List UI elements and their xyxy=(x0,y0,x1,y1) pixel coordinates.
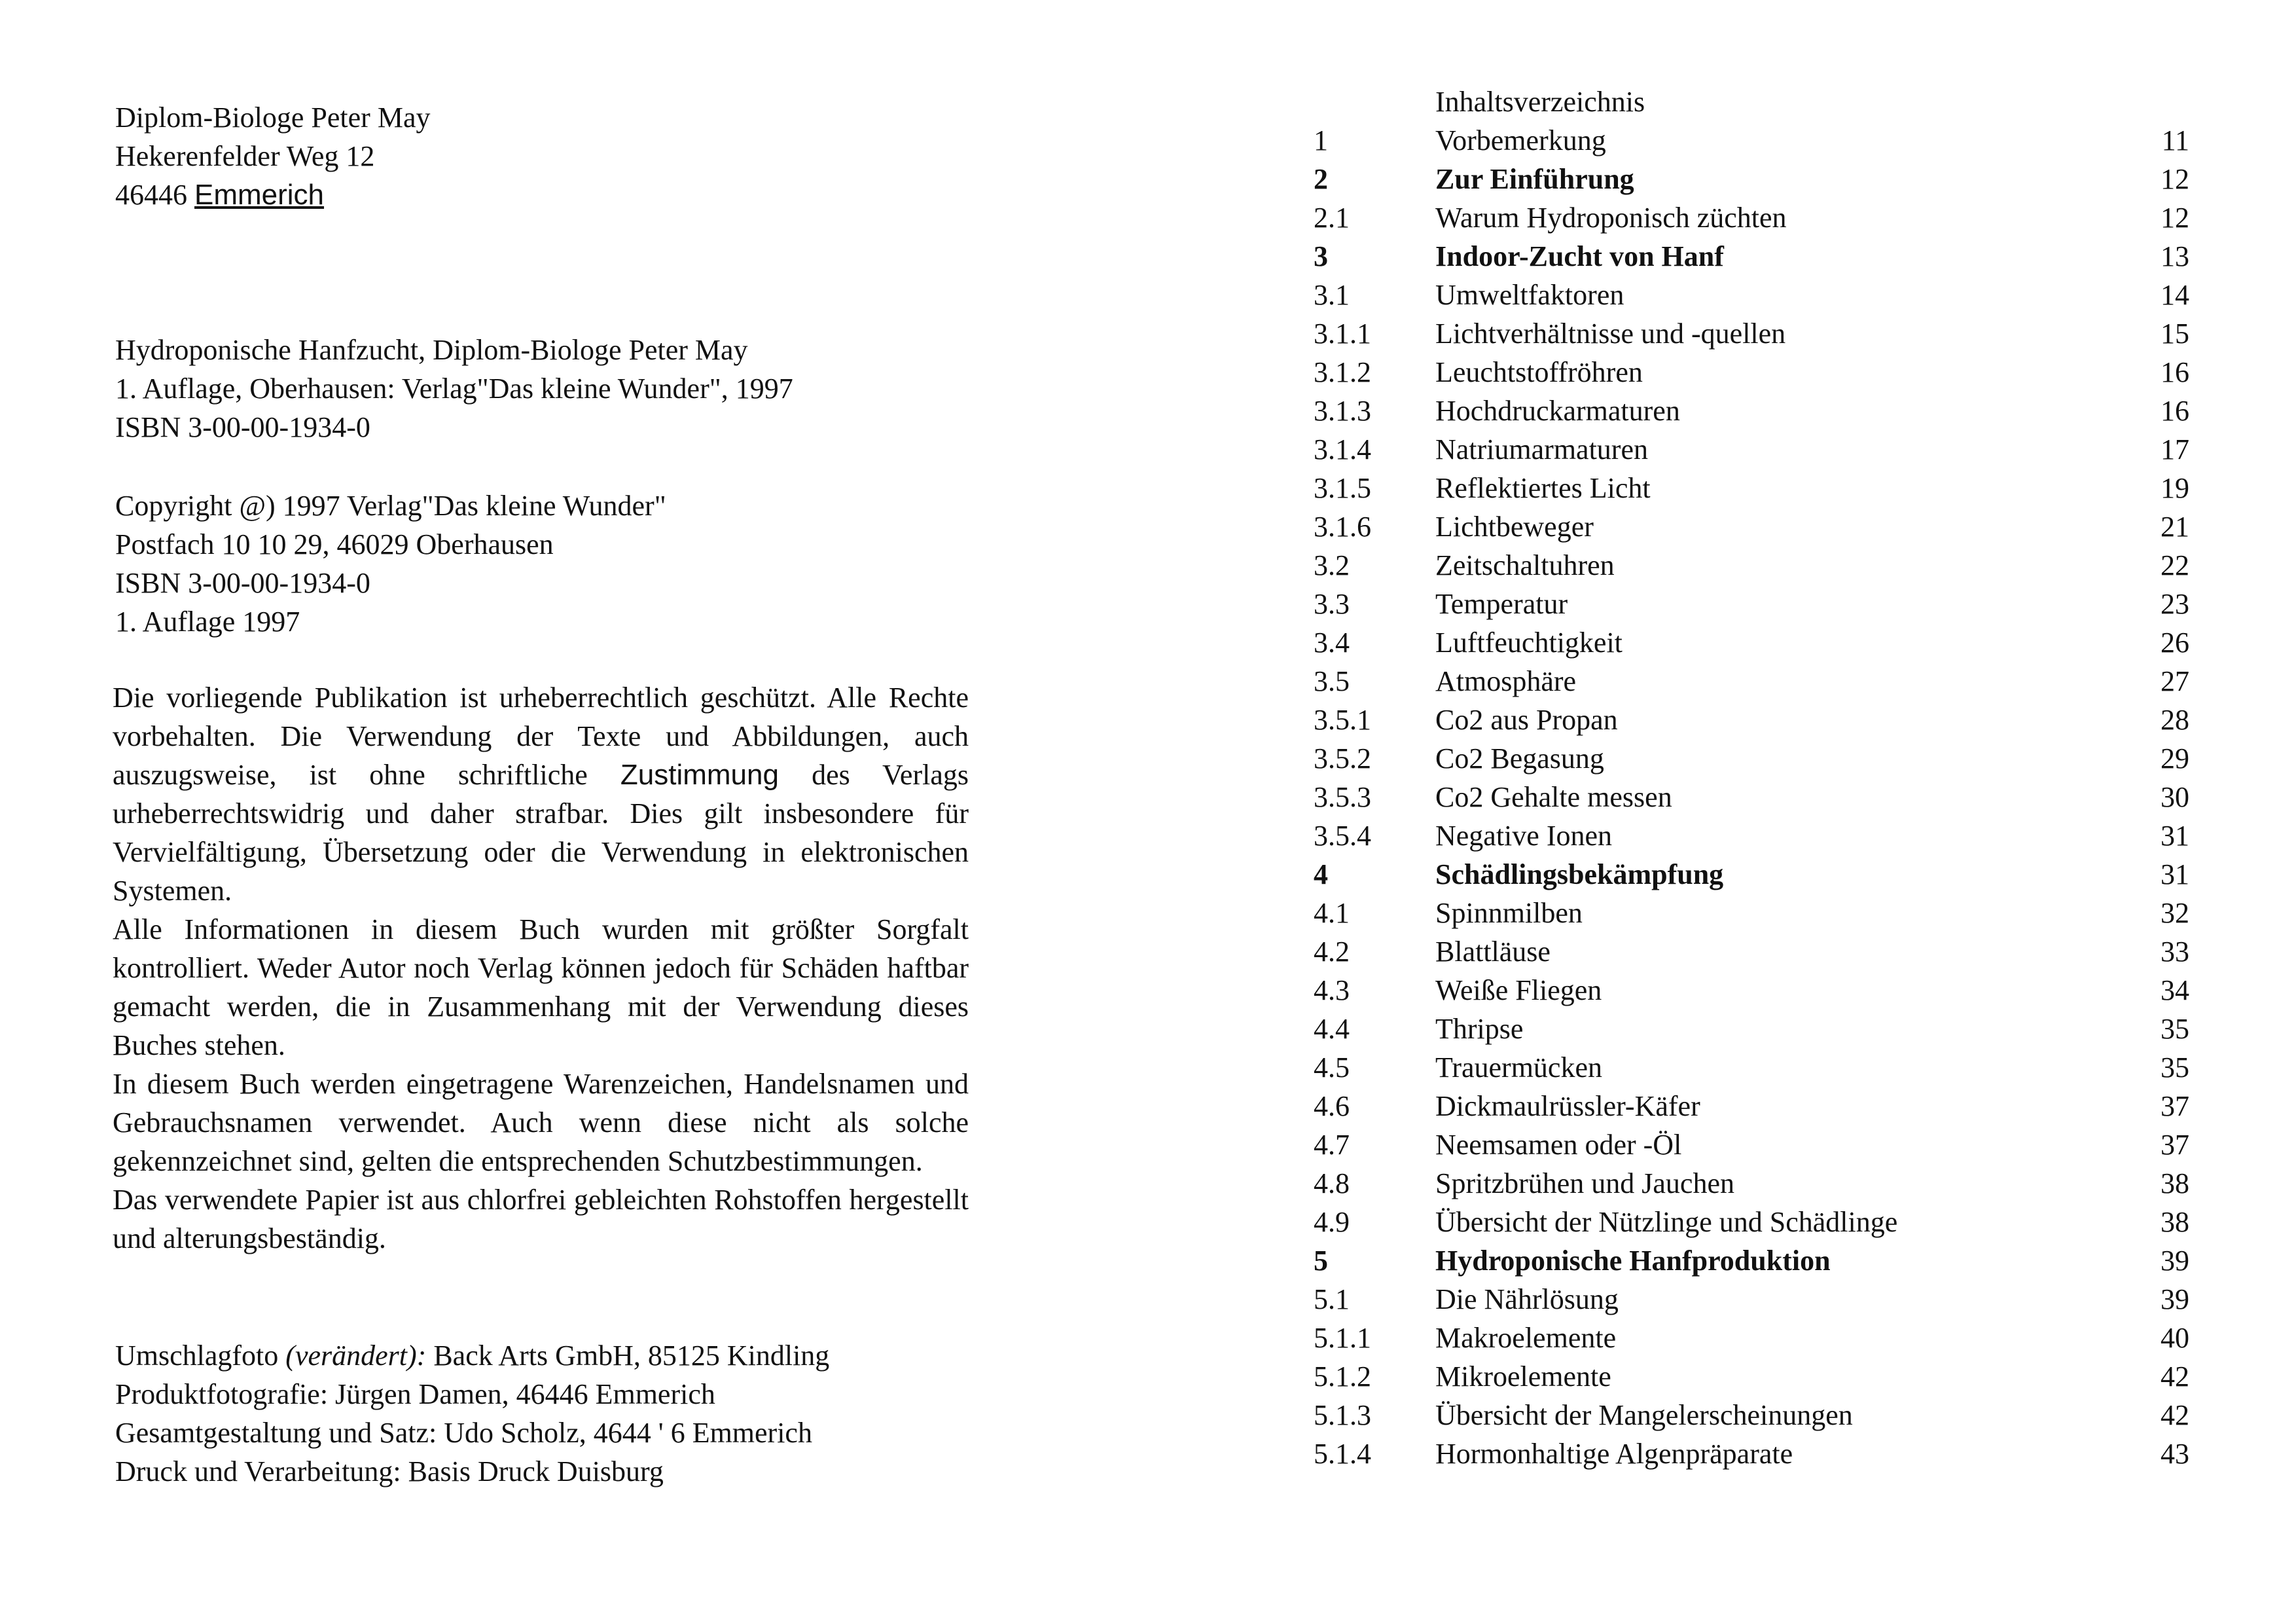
legal-text-sans: Zustimmung xyxy=(620,759,779,791)
toc-entry-title: Leuchtstoffröhren xyxy=(1435,356,1643,388)
toc-entry xyxy=(1314,1241,2189,1280)
toc-entry xyxy=(1314,1396,2189,1434)
toc-entry xyxy=(1314,1048,2189,1087)
toc-entry xyxy=(1314,469,2189,507)
toc-entry xyxy=(1314,585,2189,623)
toc-entry-title: Vorbemerkung xyxy=(1435,124,1606,156)
toc-entry-number: 5.1.3 xyxy=(1314,1399,1371,1431)
author-postcode: 46446 xyxy=(115,179,187,211)
toc-entry-page: 38 xyxy=(2161,1206,2189,1238)
author-city-line xyxy=(115,175,324,214)
credits-design: Gesamtgestaltung und Satz: Udo Scholz, 4644 ' 6 Emmerich xyxy=(115,1417,812,1449)
toc-entry-title: Schädlingsbekämpfung xyxy=(1435,858,1724,890)
toc-entry-number: 4.2 xyxy=(1314,936,1350,968)
toc-entry-page: 42 xyxy=(2161,1399,2189,1431)
toc-entry-number: 3.1.1 xyxy=(1314,318,1371,350)
toc-list xyxy=(1314,121,2189,1473)
toc-entry-number: 5.1.4 xyxy=(1314,1438,1371,1470)
toc-entry-number: 3.1 xyxy=(1314,279,1350,311)
toc-entry-page: 32 xyxy=(2161,897,2189,929)
toc-entry-number: 4 xyxy=(1314,858,1328,890)
toc-entry-title: Zur Einführung xyxy=(1435,163,1634,195)
toc-entry xyxy=(1314,855,2189,894)
toc-entry xyxy=(1314,816,2189,855)
credits-cover xyxy=(115,1336,829,1375)
toc-entry-page: 43 xyxy=(2161,1438,2189,1470)
copyright-isbn: ISBN 3-00-00-1934-0 xyxy=(115,567,370,599)
toc-entry-page: 37 xyxy=(2161,1129,2189,1161)
credits-print: Druck und Verarbeitung: Basis Druck Duisburg xyxy=(115,1455,664,1487)
toc-entry xyxy=(1314,198,2189,237)
toc-entry xyxy=(1314,1125,2189,1164)
toc-entry xyxy=(1314,1087,2189,1125)
toc-entry-number: 4.8 xyxy=(1314,1167,1350,1199)
toc-heading: Inhaltsverzeichnis xyxy=(1435,86,1645,118)
toc-entry-title: Hochdruckarmaturen xyxy=(1435,395,1680,427)
toc-entry-title: Indoor-Zucht von Hanf xyxy=(1435,240,1724,272)
toc-entry xyxy=(1314,276,2189,314)
toc-entry-title: Negative Ionen xyxy=(1435,820,1612,852)
toc-entry xyxy=(1314,507,2189,546)
toc-entry-title: Neemsamen oder -Öl xyxy=(1435,1129,1682,1161)
toc-entry-page: 42 xyxy=(2161,1360,2189,1393)
legal-paragraph-paper: Das verwendete Papier ist aus chlorfrei gebleichten Rohstoffen hergestellt und alterungsbeständig. xyxy=(113,1184,969,1254)
toc-entry-title: Thripse xyxy=(1435,1013,1524,1045)
toc-entry-number: 4.7 xyxy=(1314,1129,1350,1161)
author-street: Hekerenfelder Weg 12 xyxy=(115,140,375,172)
toc-entry-number: 3.1.4 xyxy=(1314,433,1371,465)
toc-entry xyxy=(1314,1010,2189,1048)
credits-photo: Produktfotografie: Jürgen Damen, 46446 Emmerich xyxy=(115,1378,715,1410)
toc-entry-title: Luftfeuchtigkeit xyxy=(1435,627,1623,659)
toc-entry xyxy=(1314,430,2189,469)
toc-entry xyxy=(1314,932,2189,971)
toc-entry-title: Temperatur xyxy=(1435,588,1568,620)
toc-entry-number: 3.5.1 xyxy=(1314,704,1371,736)
toc-entry-number: 4.9 xyxy=(1314,1206,1350,1238)
toc-entry-number: 3.1.2 xyxy=(1314,356,1371,388)
toc-entry-page: 29 xyxy=(2161,742,2189,775)
toc-entry-page: 39 xyxy=(2161,1283,2189,1315)
toc-entry-title: Lichtbeweger xyxy=(1435,511,1594,543)
toc-entry-page: 15 xyxy=(2161,318,2189,350)
credits-cover-label: Umschlagfoto xyxy=(115,1340,286,1372)
toc-entry-title: Übersicht der Mangelerscheinungen xyxy=(1435,1399,1853,1431)
toc-entry xyxy=(1314,237,2189,276)
legal-paragraph-trademarks: In diesem Buch werden eingetragene Warenzeichen, Handelsnamen und Gebrauchsnamen verwendet. Auch wenn diese nicht als solche gekennzeichnet sind, gelten die entsprechenden Schutzbestimmungen. xyxy=(113,1068,969,1177)
legal-text-a: Die vorliegende Publikation ist urheberrechtlich geschützt. Alle Rechte vorbehalten. Die Verwendung der Texte und Abbildungen, auch auszugsweise, ist ohne schriftliche xyxy=(113,682,969,791)
toc-entry-title: Co2 Gehalte messen xyxy=(1435,781,1672,813)
toc-entry xyxy=(1314,623,2189,662)
toc-page xyxy=(1148,0,2296,1623)
toc-entry-page: 35 xyxy=(2161,1051,2189,1084)
toc-entry-number: 3.5.2 xyxy=(1314,742,1371,775)
toc-entry-number: 5.1.1 xyxy=(1314,1322,1371,1354)
toc-entry xyxy=(1314,894,2189,932)
citation-title: Hydroponische Hanfzucht, Diplom-Biologe Peter May xyxy=(115,334,748,366)
toc-entry-number: 4.4 xyxy=(1314,1013,1350,1045)
toc-entry-page: 38 xyxy=(2161,1167,2189,1199)
copyright-edition: 1. Auflage 1997 xyxy=(115,606,300,638)
credits-cover-value: Back Arts GmbH, 85125 Kindling xyxy=(426,1340,830,1372)
toc-entry-number: 3.2 xyxy=(1314,549,1350,581)
toc-entry-number: 2.1 xyxy=(1314,202,1350,234)
toc-entry-page: 33 xyxy=(2161,936,2189,968)
toc-entry-number: 2 xyxy=(1314,163,1328,195)
toc-entry-page: 13 xyxy=(2161,240,2189,272)
toc-entry-page: 28 xyxy=(2161,704,2189,736)
toc-entry-page: 12 xyxy=(2161,163,2189,195)
toc-entry-number: 3.1.3 xyxy=(1314,395,1371,427)
toc-entry-title: Hormonhaltige Algenpräparate xyxy=(1435,1438,1793,1470)
toc-entry xyxy=(1314,546,2189,585)
toc-entry-title: Übersicht der Nützlinge und Schädlinge xyxy=(1435,1206,1898,1238)
toc-entry xyxy=(1314,121,2189,160)
toc-entry-page: 31 xyxy=(2161,820,2189,852)
toc-entry xyxy=(1314,739,2189,778)
toc-entry-page: 11 xyxy=(2161,124,2189,156)
toc-entry xyxy=(1314,662,2189,701)
toc-entry xyxy=(1314,392,2189,430)
citation-edition: 1. Auflage, Oberhausen: Verlag"Das kleine Wunder", 1997 xyxy=(115,373,793,405)
toc-entry-number: 5.1 xyxy=(1314,1283,1350,1315)
toc-entry xyxy=(1314,160,2189,198)
toc-entry-title: Natriumarmaturen xyxy=(1435,433,1648,465)
toc-entry-title: Spinnmilben xyxy=(1435,897,1583,929)
toc-entry-title: Makroelemente xyxy=(1435,1322,1617,1354)
toc-entry-title: Lichtverhältnisse und -quellen xyxy=(1435,318,1786,350)
toc-entry xyxy=(1314,1319,2189,1357)
toc-entry-title: Die Nährlösung xyxy=(1435,1283,1619,1315)
toc-entry xyxy=(1314,1164,2189,1203)
toc-entry xyxy=(1314,971,2189,1010)
toc-entry-number: 4.6 xyxy=(1314,1090,1350,1122)
publisher-address: Postfach 10 10 29, 46029 Oberhausen xyxy=(115,528,554,560)
author-city: Emmerich xyxy=(194,179,325,211)
legal-paragraph-copyright xyxy=(113,678,969,910)
toc-entry-page: 23 xyxy=(2161,588,2189,620)
toc-entry-number: 3 xyxy=(1314,240,1328,272)
toc-entry-number: 3.5.3 xyxy=(1314,781,1371,813)
toc-entry-page: 12 xyxy=(2161,202,2189,234)
toc-entry-number: 5.1.2 xyxy=(1314,1360,1371,1393)
toc-entry xyxy=(1314,1203,2189,1241)
toc-entry-title: Co2 aus Propan xyxy=(1435,704,1618,736)
toc-entry-title: Zeitschaltuhren xyxy=(1435,549,1615,581)
toc-entry-page: 26 xyxy=(2161,627,2189,659)
toc-entry-title: Co2 Begasung xyxy=(1435,742,1604,775)
toc-entry-page: 31 xyxy=(2161,858,2189,890)
toc-entry-page: 39 xyxy=(2161,1245,2189,1277)
toc-entry xyxy=(1314,1357,2189,1396)
copyright-line: Copyright @) 1997 Verlag"Das kleine Wunder" xyxy=(115,490,666,522)
toc-entry xyxy=(1314,1280,2189,1319)
toc-entry-page: 22 xyxy=(2161,549,2189,581)
legal-paragraph-liability: Alle Informationen in diesem Buch wurden mit größter Sorgfalt kontrolliert. Weder Autor noch Verlag können jedoch für Schäden haftbar gemacht werden, die in Zusammenhang mit der Verwendung dieses Buches stehen. xyxy=(113,913,969,1061)
toc-entry-title: Blattläuse xyxy=(1435,936,1551,968)
toc-entry-title: Dickmaulrüssler-Käfer xyxy=(1435,1090,1700,1122)
toc-entry-page: 17 xyxy=(2161,433,2189,465)
toc-entry-number: 3.1.5 xyxy=(1314,472,1371,504)
toc-entry-page: 14 xyxy=(2161,279,2189,311)
toc-entry-title: Hydroponische Hanfproduktion xyxy=(1435,1245,1831,1277)
toc-entry-title: Trauermücken xyxy=(1435,1051,1602,1084)
toc-entry-number: 1 xyxy=(1314,124,1328,156)
toc-entry-title: Umweltfaktoren xyxy=(1435,279,1624,311)
toc-entry-page: 21 xyxy=(2161,511,2189,543)
toc-entry-number: 3.4 xyxy=(1314,627,1350,659)
toc-entry-page: 37 xyxy=(2161,1090,2189,1122)
author-name: Diplom-Biologe Peter May xyxy=(115,101,431,134)
toc-entry-number: 4.3 xyxy=(1314,974,1350,1006)
toc-entry-title: Spritzbrühen und Jauchen xyxy=(1435,1167,1734,1199)
toc-entry-page: 30 xyxy=(2161,781,2189,813)
toc-entry-page: 40 xyxy=(2161,1322,2189,1354)
toc-entry-number: 3.1.6 xyxy=(1314,511,1371,543)
toc-entry xyxy=(1314,1434,2189,1473)
toc-entry-number: 5 xyxy=(1314,1245,1328,1277)
toc-entry xyxy=(1314,701,2189,739)
toc-entry-number: 3.5.4 xyxy=(1314,820,1371,852)
toc-entry xyxy=(1314,314,2189,353)
toc-entry-number: 4.1 xyxy=(1314,897,1350,929)
toc-entry-page: 27 xyxy=(2161,665,2189,697)
citation-isbn: ISBN 3-00-00-1934-0 xyxy=(115,411,370,443)
toc-entry xyxy=(1314,353,2189,392)
toc-entry-page: 16 xyxy=(2161,395,2189,427)
toc-entry-number: 3.5 xyxy=(1314,665,1350,697)
toc-entry-page: 34 xyxy=(2161,974,2189,1006)
toc-entry-title: Weiße Fliegen xyxy=(1435,974,1602,1006)
toc-entry-title: Warum Hydroponisch züchten xyxy=(1435,202,1787,234)
toc-entry-title: Reflektiertes Licht xyxy=(1435,472,1651,504)
legal-text-b: des Verlags urheberrechtswidrig und daher strafbar. Dies gilt insbesondere für Vervielfältigung, Übersetzung oder die Verwendung in elektronischen Systemen. xyxy=(113,759,969,907)
toc-entry-number: 4.5 xyxy=(1314,1051,1350,1084)
toc-entry-title: Mikroelemente xyxy=(1435,1360,1611,1393)
toc-entry-title: Atmosphäre xyxy=(1435,665,1577,697)
toc-entry-page: 19 xyxy=(2161,472,2189,504)
toc-entry-number: 3.3 xyxy=(1314,588,1350,620)
toc-entry xyxy=(1314,778,2189,816)
toc-entry-page: 16 xyxy=(2161,356,2189,388)
credits-cover-italic: (verändert): xyxy=(285,1340,427,1372)
toc-entry-page: 35 xyxy=(2161,1013,2189,1045)
